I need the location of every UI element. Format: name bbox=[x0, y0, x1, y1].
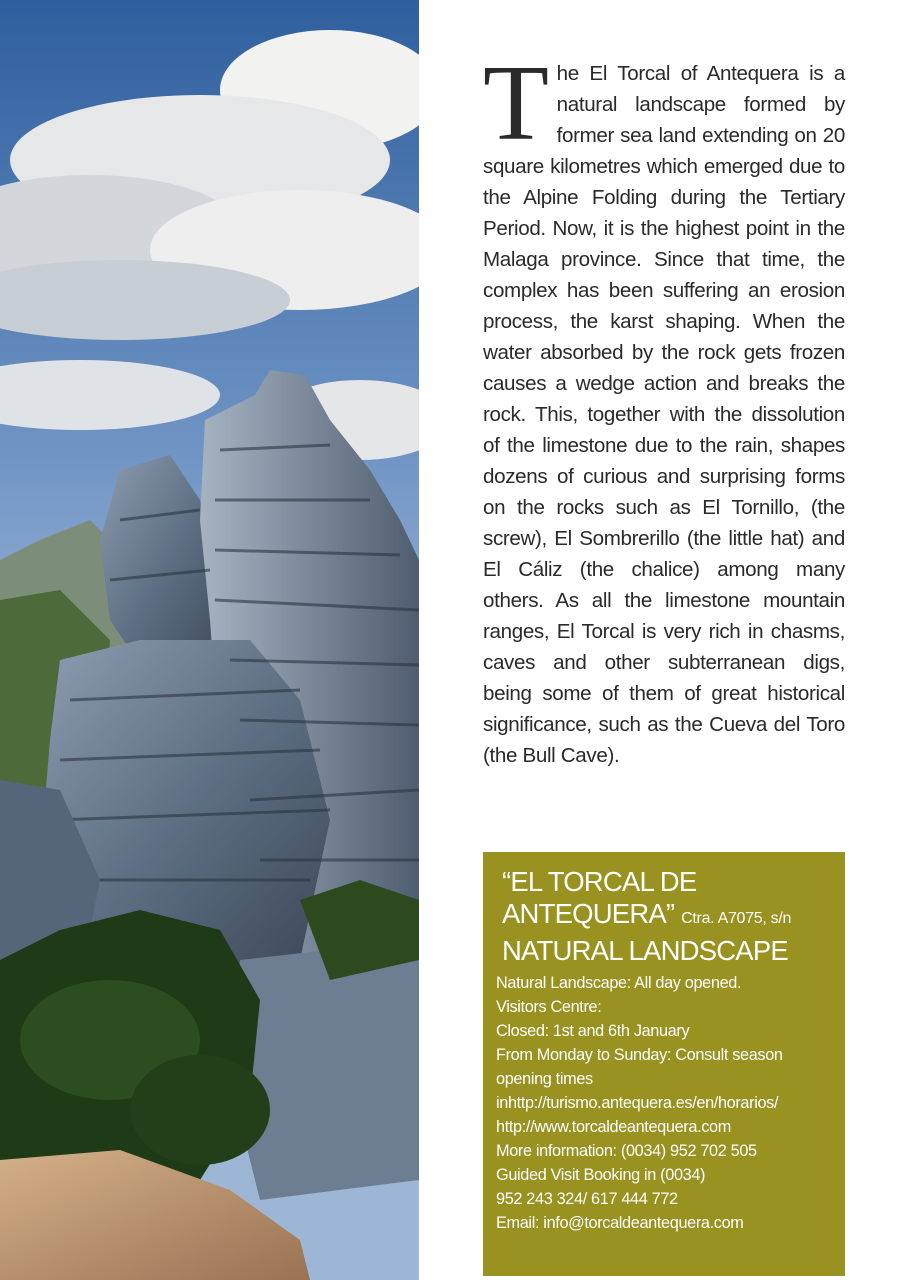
address: Ctra. A7075, s/n bbox=[681, 910, 792, 927]
info-title-line2-text: ANTEQUERA” bbox=[502, 898, 675, 929]
info-details bbox=[496, 971, 841, 1235]
info-title-line1: “EL TORCAL DE bbox=[502, 866, 697, 897]
info-line: opening times bbox=[496, 1070, 593, 1088]
info-line: Closed: 1st and 6th January bbox=[496, 1022, 690, 1040]
limestone-rock-photo bbox=[0, 0, 419, 1280]
article-text bbox=[483, 44, 845, 771]
info-line: Visitors Centre: bbox=[496, 998, 602, 1016]
info-line: Guided Visit Booking in (0034) bbox=[496, 1166, 706, 1184]
info-line: 952 243 324/ 617 444 772 bbox=[496, 1190, 678, 1208]
info-title bbox=[502, 866, 837, 967]
info-link-website[interactable]: http://www.torcaldeantequera.com bbox=[496, 1118, 731, 1136]
drop-cap: T bbox=[483, 44, 549, 163]
info-line: Natural Landscape: All day opened. bbox=[496, 974, 742, 992]
info-link-schedule[interactable]: inhttp://turismo.antequera.es/en/horarios/ bbox=[496, 1094, 779, 1112]
info-email[interactable]: Email: info@torcaldeantequera.com bbox=[496, 1214, 744, 1232]
info-title-line2 bbox=[502, 898, 837, 935]
info-line: From Monday to Sunday: Consult season bbox=[496, 1046, 783, 1064]
info-line: More information: (0034) 952 702 505 bbox=[496, 1142, 757, 1160]
info-box bbox=[483, 852, 845, 1276]
info-title-line3: NATURAL LANDSCAPE bbox=[502, 935, 788, 966]
article-body: he El Torcal of Antequera is a natural landscape formed by former sea land extending on 20 square kilometres which emerged due to the Alpine Folding during the Tertiary Period. Now, it is the highest point in the Malaga province. Since that time, the complex has been suffering an erosion process, the karst shaping. When the water absorbed by the rock gets frozen causes a wedge action and breaks the rock. This, together with the dissolution of the limestone due to the rain, shapes dozens of curious and surprising forms on the rocks such as El Tornillo, (the screw), El Sombrerillo (the little hat) and El Cáliz (the chalice) among many others. As all the limestone mountain ranges, El Torcal is very rich in chasms, caves and other subterranean digs, being some of them of great historical significance, such as the Cueva del Toro (the Bull Cave). bbox=[483, 62, 845, 767]
